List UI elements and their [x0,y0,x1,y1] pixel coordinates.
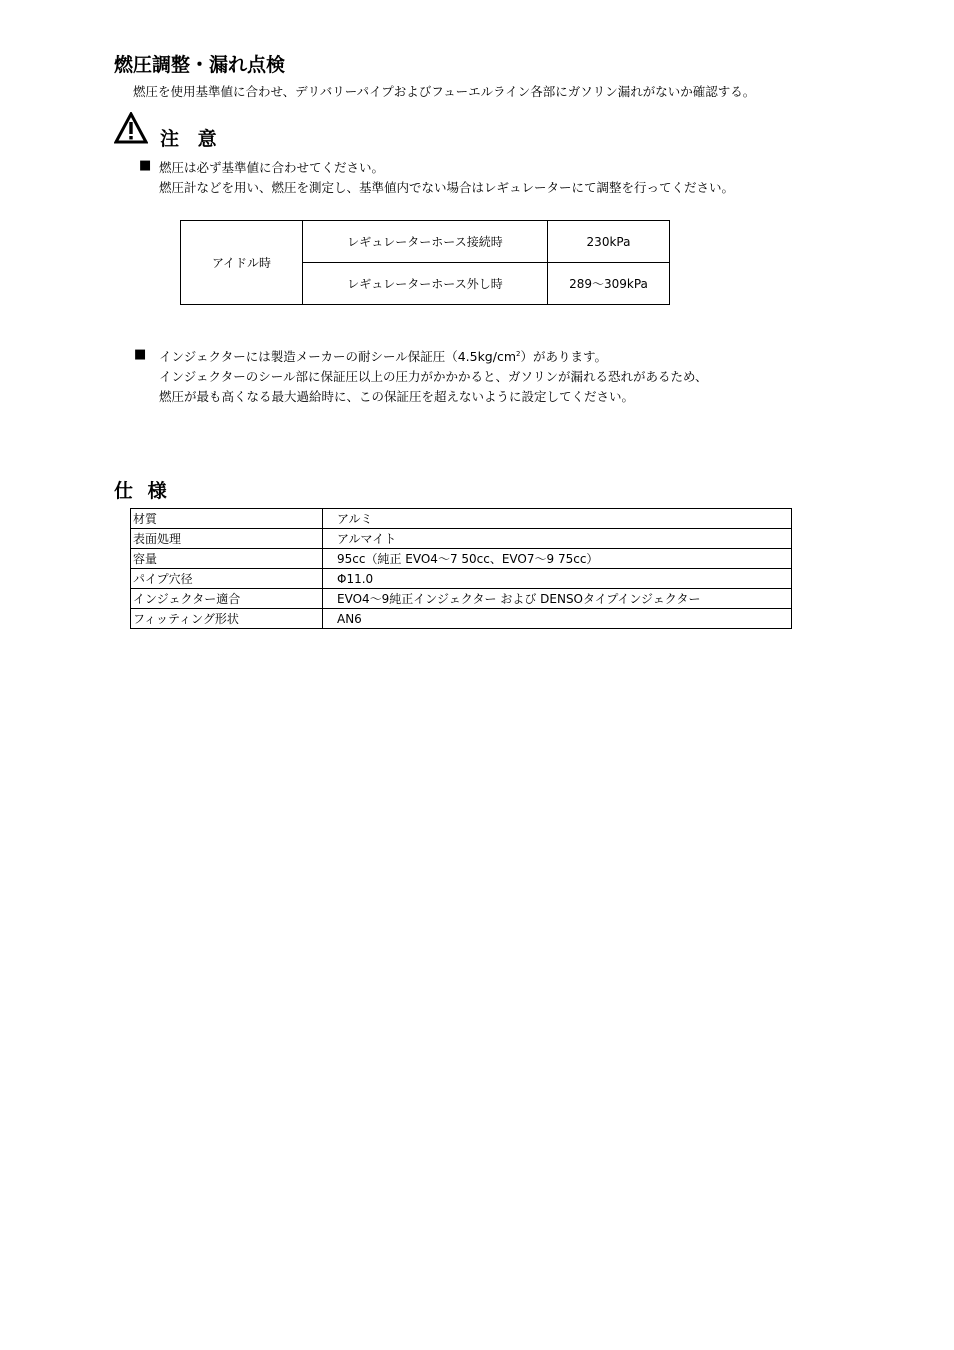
spec-key: パイプ穴径 [131,569,323,589]
pressure-label-cell: レギュレーターホース接続時 [303,221,548,263]
spec-key: 材質 [131,509,323,529]
bullet-square-icon: ■ [139,158,152,173]
pressure-value-cell: 230kPa [548,221,670,263]
note1-line2: 燃圧計などを用い、燃圧を測定し、基準値内でない場合はレギュレーターにて調整を行ってください。 [159,180,735,195]
spec-key: 容量 [131,549,323,569]
spec-title: 仕 様 [114,480,171,502]
note1-line1: 燃圧は必ず基準値に合わせてください。 [159,160,385,175]
fuel-pressure-table [180,220,670,305]
table-row [131,569,792,589]
spec-key: インジェクター適合 [131,589,323,609]
note2-line3: 燃圧が最も高くなる最大過給時に、この保証圧を超えないように設定してください。 [159,389,635,404]
spec-key: フィッティング形状 [131,609,323,629]
caution-title: 注 意 [160,128,223,150]
spec-value: 95cc（純正 EVO4〜7 50cc、EVO7〜9 75cc） [323,549,792,569]
pressure-value-cell: 289〜309kPa [548,263,670,305]
spec-value: AN6 [323,609,792,629]
spec-table [130,508,792,629]
table-row [131,509,792,529]
pressure-label-cell: レギュレーターホース外し時 [303,263,548,305]
spec-value: アルミ [323,509,792,529]
note2-line1: インジェクターには製造メーカーの耐シール保証圧$(4.5kg/cm^2)$があります。 [159,349,607,364]
condition-cell: アイドル時 [181,221,303,305]
intro-text: 燃圧を使用基準値に合わせ、デリバリーパイプおよびフューエルライン各部にガソリン漏れがないか確認する。 [133,84,756,99]
table-row [131,609,792,629]
table-row [181,221,670,263]
section-title: 燃圧調整・漏れ点検 [114,54,286,76]
spec-value: EVO4〜9純正インジェクター および DENSOタイプインジェクター [323,589,792,609]
note2-line2: インジェクターのシール部に保証圧以上の圧力がかかかると、ガソリンが漏れる恐れがあるため、 [159,369,708,384]
warning-icon [114,112,148,148]
bullet-square-icon: ■ [134,347,147,362]
table-row [131,529,792,549]
spec-value: Φ11.0 [323,569,792,589]
table-row [131,549,792,569]
table-row [131,589,792,609]
spec-value: アルマイト [323,529,792,549]
spec-key: 表面処理 [131,529,323,549]
